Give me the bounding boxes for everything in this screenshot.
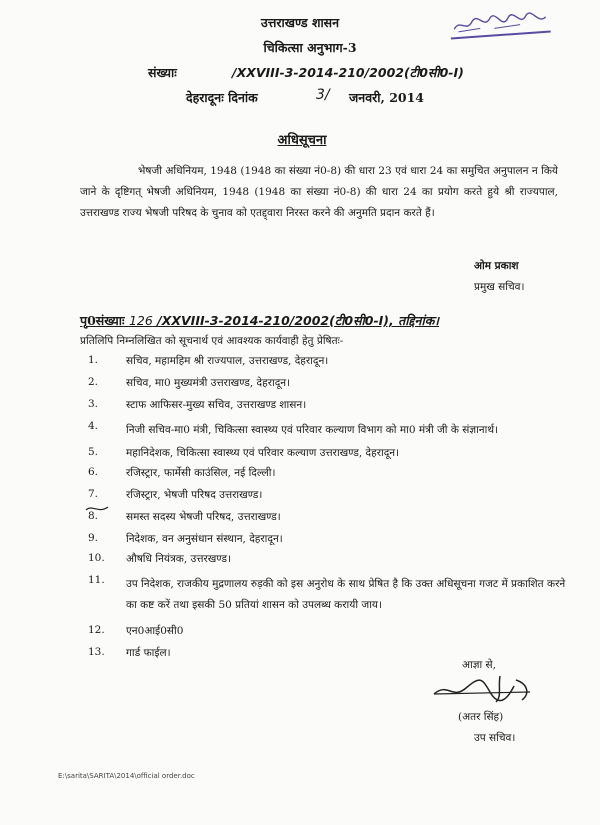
deputy-secretary-name: (अतर सिंह) [458,711,504,723]
date-day: 3/ [316,87,330,103]
list-item-text: औषधि नियंत्रक, उत्तरखण्ड। [126,553,231,565]
handwritten-signature [430,672,540,706]
list-item-number: 3. [88,398,99,410]
file-path: E:\sarita\SARITA\2014\official order.doc [58,772,195,780]
list-item-text: निदेशक, वन अनुसंधान संस्थान, देहरादून। [126,533,283,545]
notification-text: भेषजी अधिनियम, 1948 (1948 का संख्या नं0-8) की धारा 23 एवं धारा 24 का समुचित अनुपालन न किये जाने के दृष्टिगत् भेषजी अधिनियम, 1948 (1948 का संख्या नं0-8) की धारा 24 का प्रयोग करते हुये श्री राज्यपाल, उत्तराखण्ड राज्य भेषजी परिषद के चुनाव को एतद्द्वारा निरस्त करने की अनुमति प्रदान करते हैं। [80,165,558,219]
list-item-text: रजिस्ट्रार, फार्मेसी काउंसिल, नई दिल्ली। [126,467,276,479]
list-item-text: सचिव, मा0 मुख्यमंत्री उत्तराखण्ड, देहरादून। [126,377,291,389]
list-item-text: निजी सचिव-मा0 मंत्री, चिकित्सा स्वास्थ्य एवं परिवार कल्याण विभाग को मा0 मंत्री जी के संज्ञानार्थ। [126,424,499,436]
signatory-name: ओम प्रकाश [474,260,519,272]
copy-intro: प्रतिलिपि निम्नलिखित को सूचनार्थ एवं आवश्यक कार्यवाही हेतु प्रेषितः- [80,335,344,347]
order-number: /XXVIII-3-2014-210/2002(टी0सी0-I) [232,65,464,80]
list-item-number: 2. [88,376,99,388]
reference-number [80,312,439,329]
list-item-number: 6. [88,466,99,478]
list-item-number: 12. [88,624,105,636]
list-item-number: 5. [88,446,99,458]
reference-rest: /XXVIII-3-2014-210/2002(टी0सी0-I), तद्दिनांक। [157,313,440,328]
order-number-label: संख्याः [148,65,177,80]
list-item-text: रजिस्ट्रार, भेषजी परिषद उत्तराखण्ड। [126,489,263,501]
by-order: आज्ञा से, [462,659,496,671]
reference-prefix: पृ0संख्याः [80,313,125,328]
list-item-text: महानिदेशक, चिकित्सा स्वास्थ्य एवं परिवार कल्याण उत्तराखण्ड, देहरादून। [126,447,400,459]
list-item-number: 1. [88,354,99,366]
list-item-number: 7. [88,488,99,500]
list-item-text: समस्त सदस्य भेषजी परिषद, उत्तराखण्ड। [126,511,281,523]
list-item-text: सचिव, महामहिम श्री राज्यपाल, उत्तराखण्ड, देहरादून। [126,355,329,367]
header-government: उत्तराखण्ड शासन [260,15,340,30]
notification-body [80,161,558,224]
list-item-number: 13. [88,646,105,658]
date-month-year: जनवरी, 2014 [349,90,425,105]
list-item-number: 4. [88,420,99,432]
list-item-number: 9. [88,532,99,544]
signatory-designation: प्रमुख सचिव। [474,281,525,293]
list-item-text: उप निदेशक, राजकीय मुद्रणालय रुड़की को इस अनुरोध के साथ प्रेषित है कि उक्त अधिसूचना गजट में प्रकाशित करने का कष्ट करें तथा इसकी 50 प्रतियां शासन को उपलब्ध करायी जाय। [126,578,566,611]
notification-title: अधिसूचना [277,133,327,148]
list-item-text: गार्ड फाईल। [126,647,171,659]
list-item-number: 11. [88,574,105,586]
list-item-text: स्टाफ आफिसर-मुख्य सचिव, उत्तराखण्ड शासन। [126,399,307,411]
handwritten-mark [84,502,110,516]
list-item-number: 8. [88,510,99,522]
deputy-secretary-designation: उप सचिव। [474,732,516,744]
reference-handwritten-number: 126 [128,313,153,328]
header-department: चिकित्सा अनुभाग-3 [263,40,357,55]
list-item-text: एन0आई0सी0 [126,625,184,637]
date-label: देहरादूनः दिनांक [186,90,258,105]
list-item-number: 10. [88,552,105,564]
